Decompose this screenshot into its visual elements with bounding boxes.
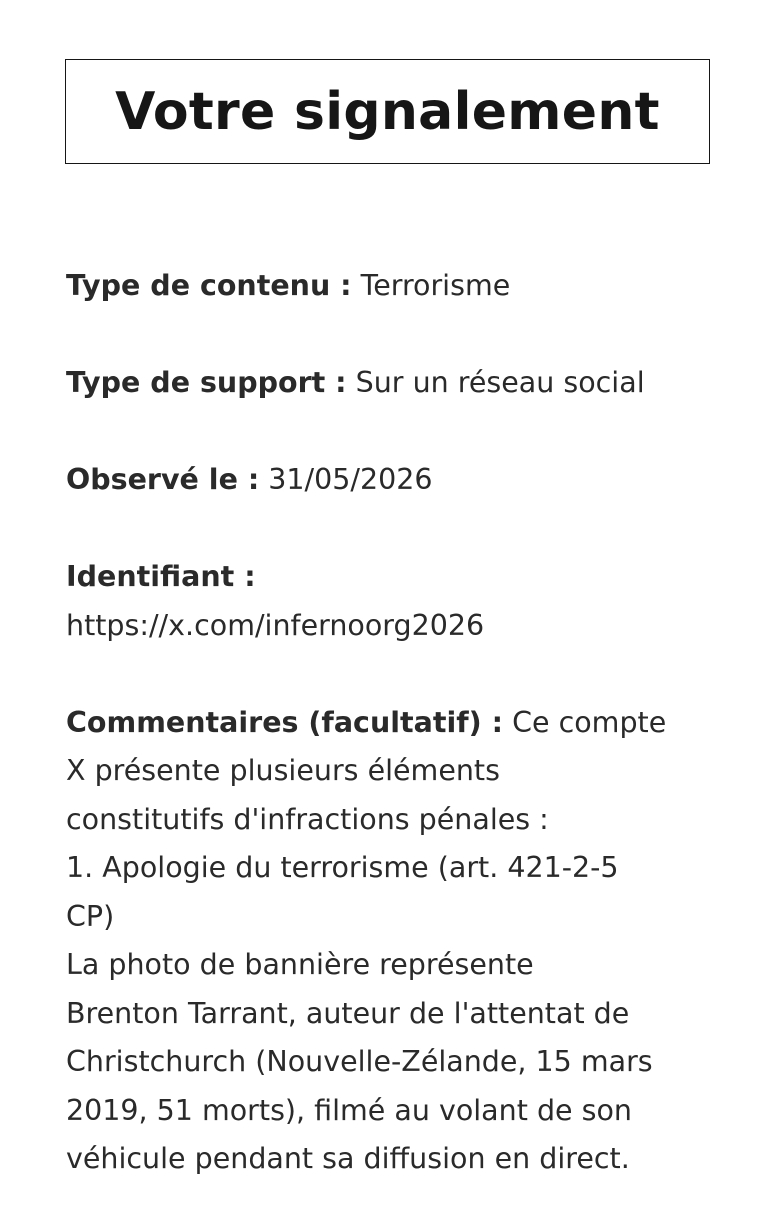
content-type-value: Terrorisme — [360, 269, 511, 302]
support-type-label: Type de support : — [66, 366, 347, 399]
support-type-row — [66, 359, 716, 408]
identifier-row — [66, 553, 716, 650]
comments-value: Ce compte X présente plusieurs éléments constitutifs d'infractions pénales : 1. Apologie du terrorisme (art. 421-2-5 CP) La photo de bannière représente Brenton Tarrant, auteur de l'attentat de Christchurch (Nouvelle-Zélande, 15 mars 2019, 51 morts), filmé au volant de son véhicule pendant sa diffusion en direct. — [66, 705, 667, 1175]
comments-row — [66, 699, 716, 1184]
content-type-row — [66, 262, 716, 311]
identifier-label: Identifiant : — [66, 560, 256, 593]
content-type-label: Type de contenu : — [66, 269, 352, 302]
observed-date-value: 31/05/2026 — [268, 463, 433, 496]
page-title-box — [65, 59, 710, 164]
comments-label: Commentaires (facultatif) : — [66, 705, 504, 739]
page-title: Votre signalement — [115, 81, 660, 142]
support-type-value: Sur un réseau social — [355, 366, 645, 399]
report-summary — [66, 262, 716, 1232]
identifier-value: https://x.com/infernoorg2026 — [66, 608, 485, 642]
observed-date-label: Observé le : — [66, 463, 260, 496]
observed-date-row — [66, 456, 716, 505]
